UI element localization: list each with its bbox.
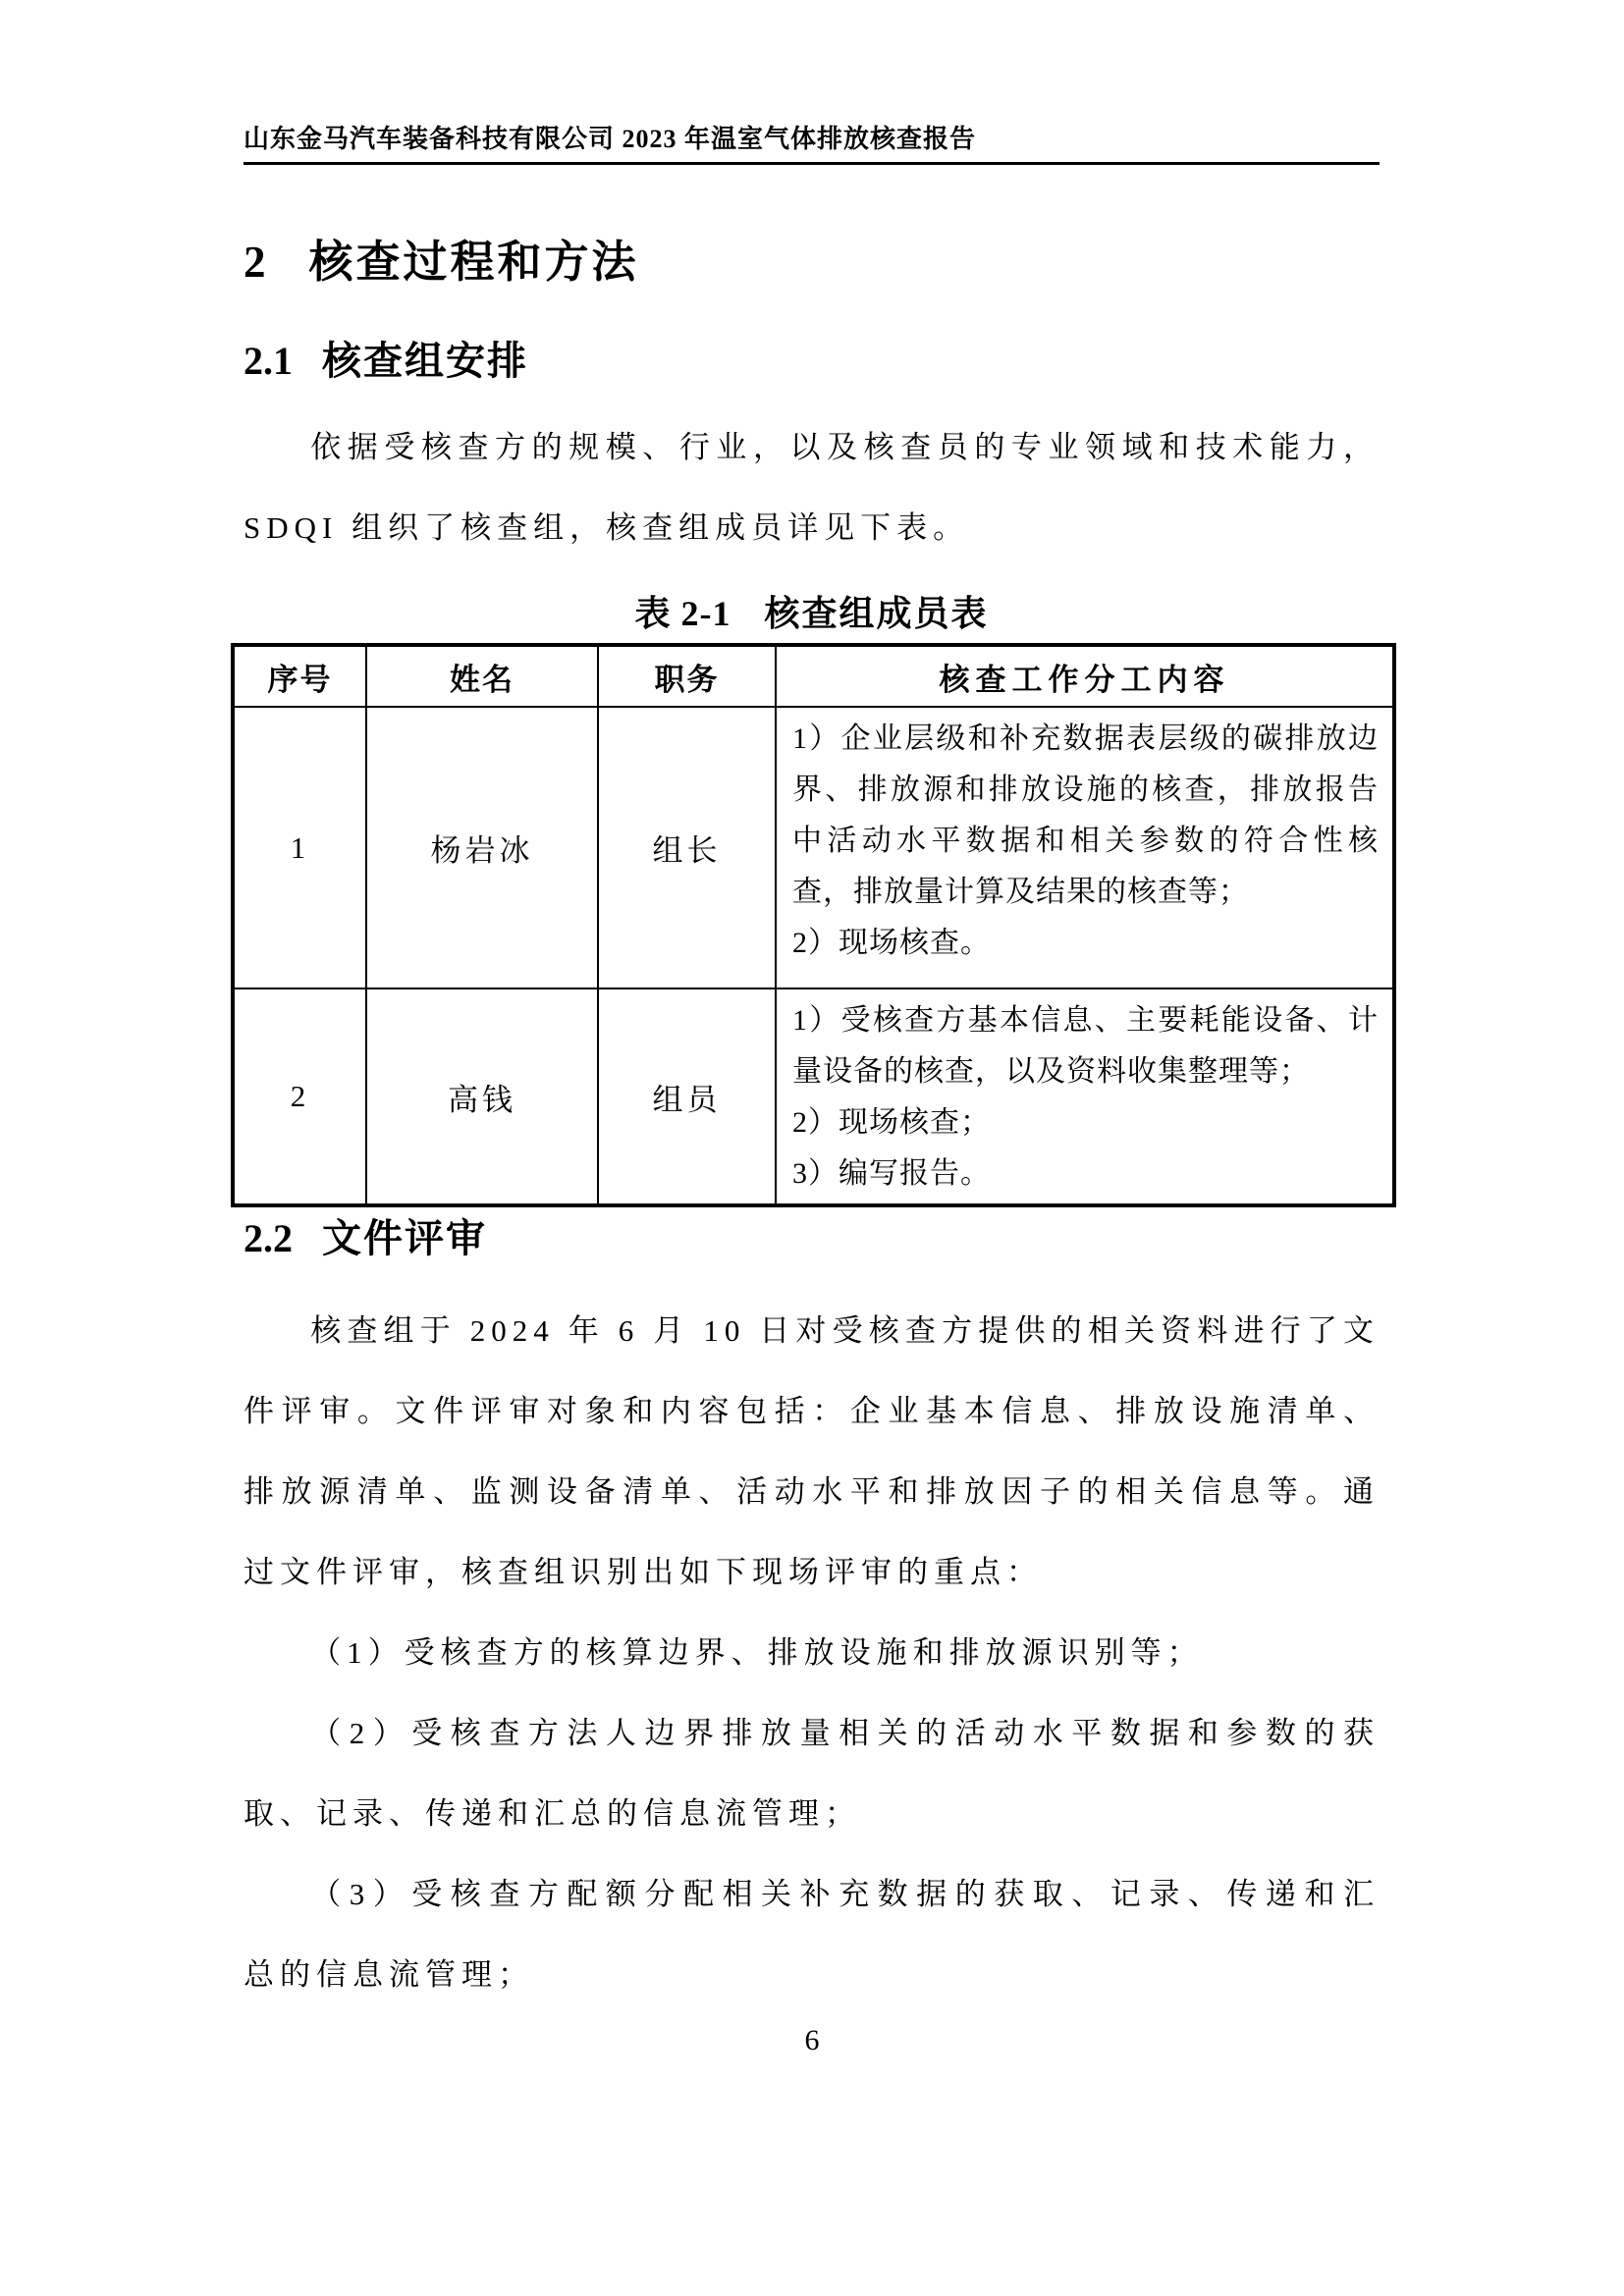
duty-line: 1）受核查方基本信息、主要耗能设备、计 [792, 1004, 1379, 1037]
paragraph-line: 总的信息流管理； [244, 1957, 534, 1992]
section-2-2-paragraphs [244, 1291, 1380, 2015]
duty-line: 1）企业层级和补充数据表层级的碳排放边 [792, 722, 1379, 755]
member-duty [776, 988, 1394, 1205]
paragraph-line: （1）受核查方的核算边界、排放设施和排放源识别等； [310, 1635, 1204, 1670]
member-role: 组员 [598, 988, 776, 1205]
section-2-1-heading [244, 330, 528, 386]
member-role: 组长 [598, 707, 776, 988]
section-2-2-number: 2.2 [244, 1216, 293, 1260]
section-2-title: 核查过程和方法 [308, 238, 639, 287]
table-row [233, 707, 1394, 988]
paragraph-line: （3）受核查方配额分配相关补充数据的获取、记录、传递和汇 [310, 1877, 1380, 1911]
paragraph-line: SDQI 组织了核查组，核查组成员详见下表。 [244, 510, 970, 545]
table-caption-label: 表 2-1 [634, 594, 731, 633]
col-header-no: 序号 [233, 645, 366, 707]
col-header-duty: 核查工作分工内容 [776, 645, 1394, 707]
duty-line: 量设备的核查，以及资料收集整理等； [792, 1055, 1310, 1088]
page-number: 6 [804, 2024, 820, 2056]
table-2-1-caption [244, 586, 1380, 636]
section-2-2-heading [244, 1207, 487, 1263]
table-caption-title: 核查组成员表 [764, 594, 989, 633]
duty-line: 中活动水平数据和相关参数的符合性核 [792, 825, 1379, 857]
duty-line: 界、排放源和排放设施的核查，排放报告 [792, 774, 1379, 806]
paragraph-line: 排放源清单、监测设备清单、活动水平和排放因子的相关信息等。通 [244, 1474, 1380, 1509]
table-header-row [233, 645, 1394, 707]
member-no: 2 [233, 988, 366, 1205]
member-duty [776, 707, 1394, 988]
paragraph-line: 过文件评审，核查组识别出如下现场评审的重点： [244, 1555, 1043, 1589]
duty-line: 查，排放量计算及结果的核查等； [792, 876, 1249, 908]
paragraph-line: （2）受核查方法人边界排放量相关的活动水平数据和参数的获 [310, 1716, 1380, 1750]
col-header-role: 职务 [598, 645, 776, 707]
duty-line: 2）现场核查； [792, 1106, 991, 1139]
paragraph-line: 依据受核查方的规模、行业，以及核查员的专业领域和技术能力， [310, 430, 1380, 464]
duty-line: 3）编写报告。 [792, 1157, 991, 1190]
paragraph-line: 取、记录、传递和汇总的信息流管理； [244, 1796, 861, 1831]
member-no: 1 [233, 707, 366, 988]
section-2-number: 2 [244, 238, 266, 287]
section-2-2-title: 文件评审 [322, 1216, 487, 1260]
paragraph-line: 核查组于 2024 年 6 月 10 日对受核查方提供的相关资料进行了文 [310, 1313, 1380, 1348]
paragraph-line: 件评审。文件评审对象和内容包括：企业基本信息、排放设施清单、 [244, 1394, 1380, 1428]
running-head: 山东金马汽车装备科技有限公司 2023 年温室气体排放核查报告 [244, 119, 1380, 165]
table-2-1-members [231, 643, 1396, 1207]
duty-line: 2）现场核查。 [792, 927, 991, 959]
section-2-1-paragraph [244, 407, 1380, 568]
member-name: 杨岩冰 [366, 707, 598, 988]
section-2-heading [244, 226, 639, 290]
section-2-1-number: 2.1 [244, 339, 293, 383]
col-header-name: 姓名 [366, 645, 598, 707]
section-2-1-title: 核查组安排 [322, 339, 528, 383]
member-name: 高钱 [366, 988, 598, 1205]
table-row [233, 988, 1394, 1205]
